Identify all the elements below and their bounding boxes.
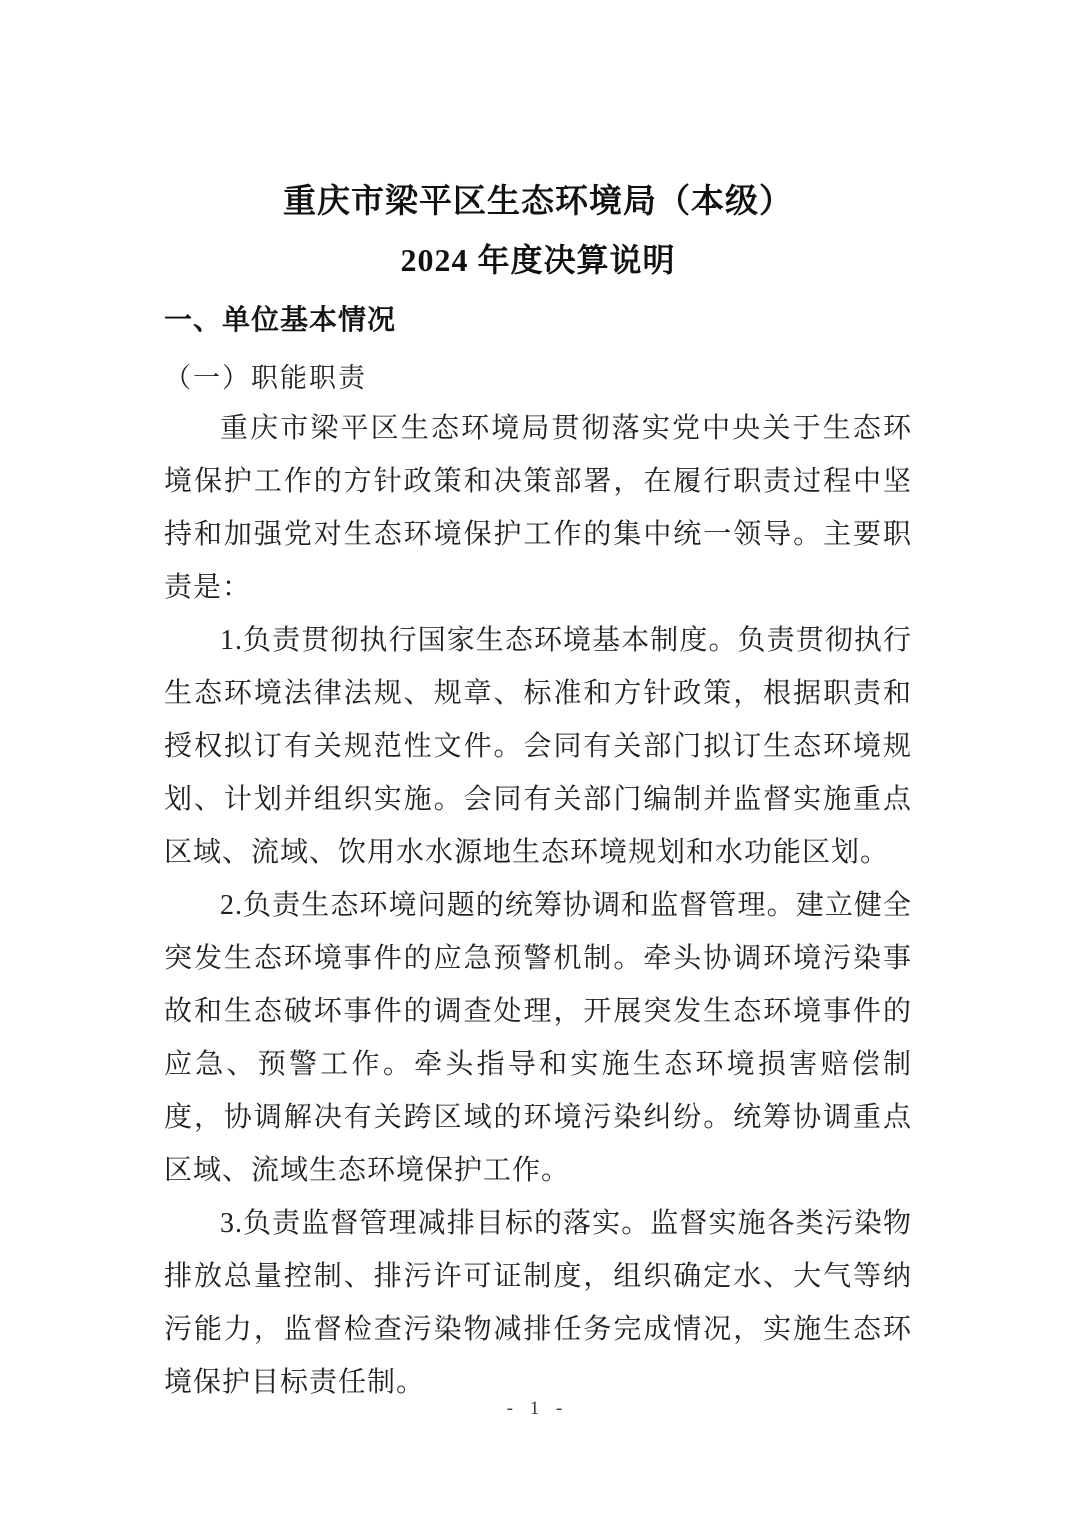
document-content <box>164 180 912 1409</box>
body-text <box>164 402 912 1409</box>
paragraph-duty-3: 3.负责监督管理减排目标的落实。监督实施各类污染物排放总量控制、排污许可证制度，组织确定水、大气等纳污能力，监督检查污染物减排任务完成情况，实施生态环境保护目标责任制。 <box>164 1208 912 1398</box>
paragraph-duty-2: 2.负责生态环境问题的统筹协调和监督管理。建立健全突发生态环境事件的应急预警机制。牵头协调环境污染事故和生态破坏事件的调查处理，开展突发生态环境事件的应急、预警工作。牵头指导和实施生态环境损害赔偿制度，协调解决有关跨区域的环境污染纠纷。统筹协调重点区域、流域生态环境保护工作。 <box>164 890 912 1186</box>
subsection-heading-duties: （一）职能职责 <box>164 363 367 393</box>
section-heading-basic-info: 一、单位基本情况 <box>164 303 397 336</box>
page-number: - 1 - <box>506 1398 569 1419</box>
paragraph-duty-1: 1.负责贯彻执行国家生态环境基本制度。负责贯彻执行生态环境法律法规、规章、标准和方针政策，根据职责和授权拟订有关规范性文件。会同有关部门拟订生态环境规划、计划并组织实施。会同有关部门编制并监督实施重点区域、流域、饮用水水源地生态环境规划和水功能区划。 <box>164 625 912 868</box>
document-title-line1: 重庆市梁平区生态环境局（本级） <box>283 184 793 220</box>
document-title-line2: 2024 年度决算说明 <box>400 242 676 278</box>
paragraph-intro: 重庆市梁平区生态环境局贯彻落实党中央关于生态环境保护工作的方针政策和决策部署，在履行职责过程中坚持和加强党对生态环境保护工作的集中统一领导。主要职责是： <box>164 413 912 603</box>
